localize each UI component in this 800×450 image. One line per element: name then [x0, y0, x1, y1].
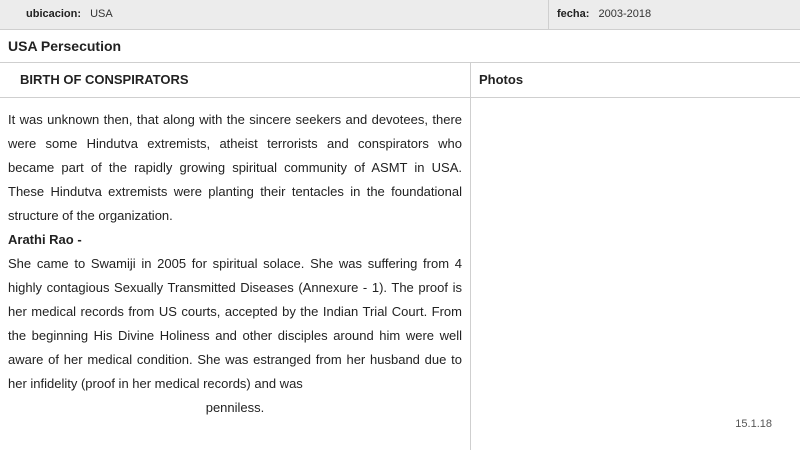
person-name: Arathi Rao - — [8, 232, 82, 247]
intro-paragraph: It was unknown then, that along with the sincere seekers and devotees, there were some Hindutva extremists, atheist terrorists and conspirators who became part of the rapidly growing spiritual community of ASMT in USA. These Hindutva extremists were planting their tentacles in the foundational structure of the organization. — [8, 112, 462, 223]
top-info-bar — [0, 0, 800, 30]
column-header-row — [0, 63, 800, 98]
location-field — [26, 0, 113, 29]
left-column-heading: BIRTH OF CONSPIRATORS — [0, 63, 471, 97]
section-title: USA Persecution — [0, 30, 800, 63]
location-value: USA — [90, 8, 113, 20]
date-label: fecha: — [557, 8, 590, 20]
photos-column-heading: Photos — [479, 72, 524, 87]
person-paragraph: She came to Swamiji in 2005 for spiritual solace. She was suffering from 4 highly contagious Sexually Transmitted Diseases (Annexure - 1). The proof is her medical records from US courts, accepted by the Indian Trial Court. From the beginning His Divine Holiness and other disciples around him were well aware of her medical condition. She was estranged from her husband due to her infidelity (proof in her medical records) and was — [8, 256, 462, 391]
location-label: ubicacion: — [26, 8, 82, 20]
closing-line: penniless. — [205, 400, 265, 415]
photos-panel — [471, 98, 800, 450]
narrative-text-panel — [0, 98, 471, 450]
date-field — [548, 0, 800, 29]
page-number: 15.1.18 — [735, 418, 772, 430]
date-value: 2003-2018 — [598, 8, 652, 20]
